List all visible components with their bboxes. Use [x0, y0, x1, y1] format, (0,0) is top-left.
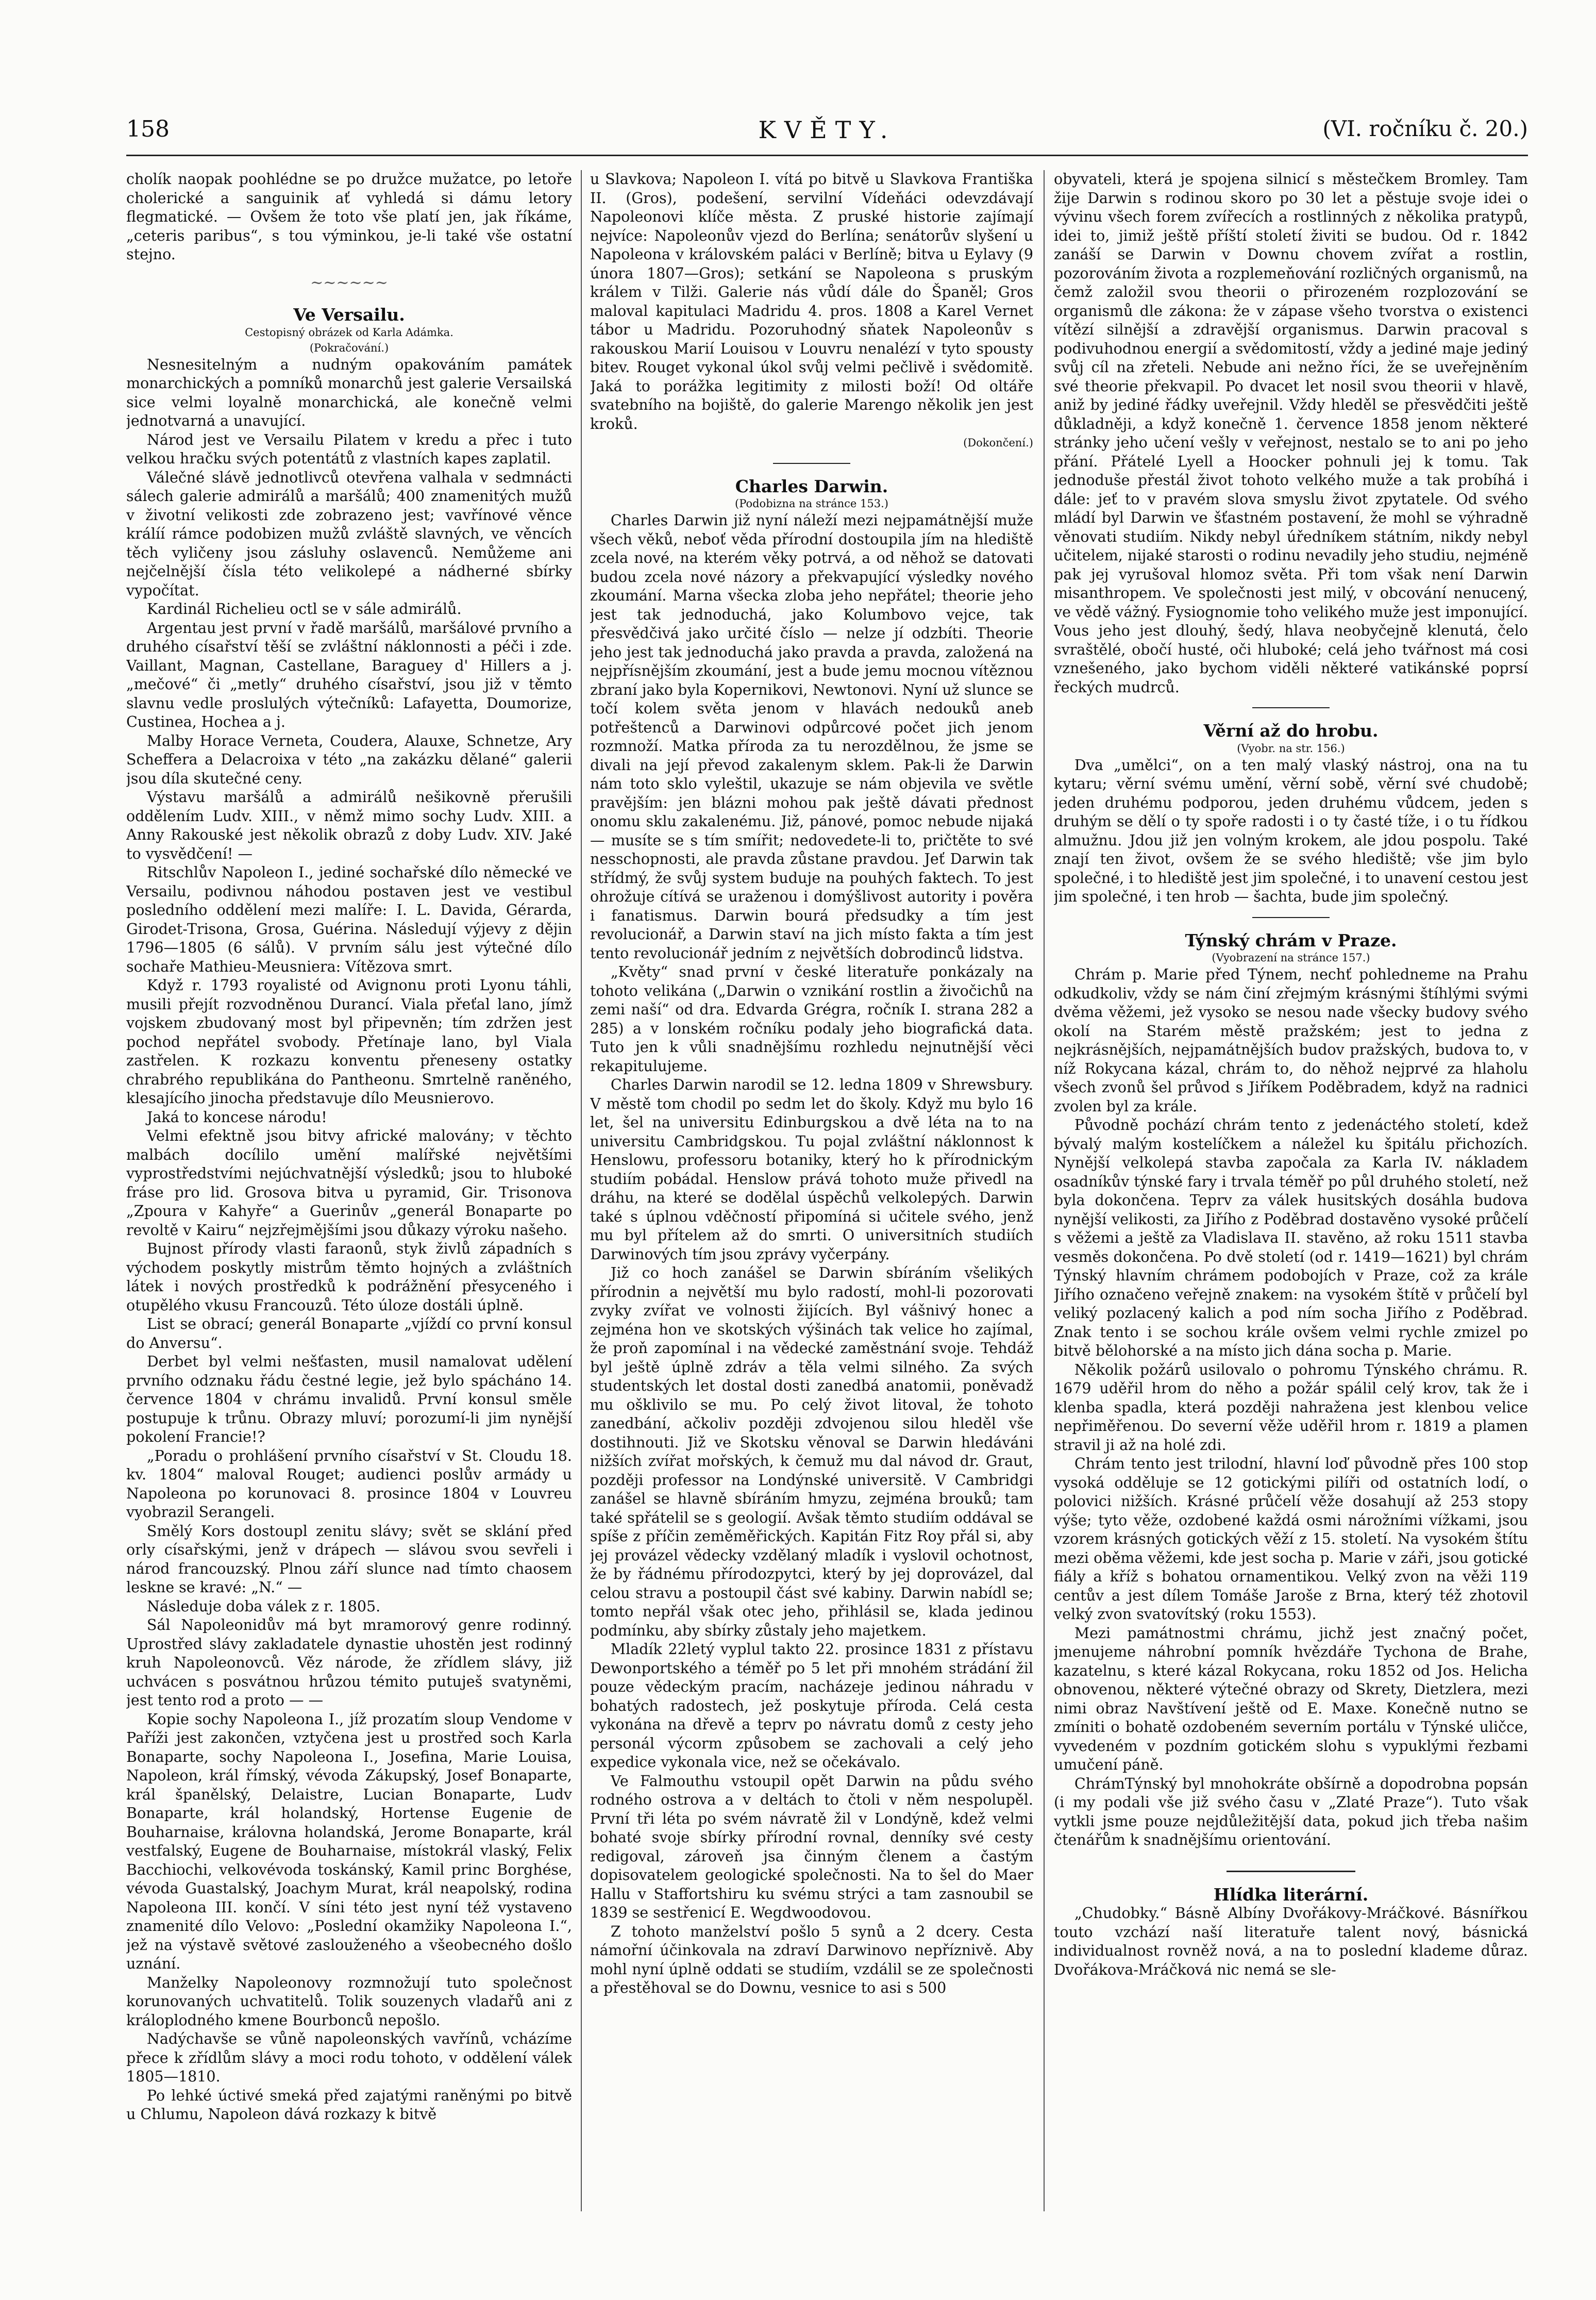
- page-number: 158: [126, 116, 170, 142]
- paragraph: Mladík 22letý vyplul takto 22. prosince 1831 z přístavu Dewonportského a téměř po 5 let při mnohém strádání žil pouze vědeckým pracím, nacházeje jedinou náhradu v bohatých radostech, jež poskytuje příroda. Celá cesta vykonána na dřevě a teprv po návratu domů z cesty jeho personál výcorm způsobem se zachovali a celý jeho expedice vykonala vice, než se očekávalo.: [590, 1641, 1033, 1771]
- literary-review-title: Hlídka literární.: [1213, 1884, 1369, 1905]
- paragraph: Mezi památnostmi chrámu, jichž jest značný počet, jmenujeme náhrobní pomník hvězdáře Tychona de Brahe, kazatelnu, s které kázal Rokycana, roku 1852 od Jos. Helicha obnovenou, některé výtečné obrazy od Skrety, Dietzlera, mezi nimi obraz Navštívení ještě od E. Maxe. Konečně nutno se zmíniti o bohatě ozdobeném severním portálu v Týnské uličce, vyvedeném v pozdním gotickém slohu s vypuklými řezbami umučení páně.: [1054, 1624, 1528, 1773]
- paragraph: Ve Falmouthu vstoupil opět Darwin na půdu svého rodného ostrova a v deltách to čtoli v něm nespolupěl. První tři léta po svém návratě žil v Londýně, kdež velmi bohaté svoje sbírky přírodní rovnal, denníky své cesty redigoval, zároveň jsa činným členem a častým dopisovatelem geologické společnosti. Na to šel do Maer Hallu v Staffortshiru ku svému strýci a tam zasnoubil se 1839 se sestřenicí E. Wegdwoodovou.: [590, 1772, 1033, 1921]
- paragraph: „Poradu o prohlášení prvního císařství v St. Cloudu 18. kv. 1804“ maloval Rouget; audienci poslův armády u Napoleona po korunovaci 8. prosince 1804 v Louvreu vyobrazil Serangeli.: [126, 1447, 572, 1521]
- paragraph: Chrám tento jest trilodní, hlavní loď původně přes 100 stop vysoká odděluje se 12 gotickými pilíři od ostatních lodí, o polovici nižších. Krásné průčelí věže dosahují až 253 stopy výše; tyto věže, ozdobené každá osmi nárožními vížkami, jsou vzorem krásných gotických věží z 15. století. Na vysokém štítu mezi oběma věžemi, kde jest socha p. Marie v záři, jsou gotické fiály a kříž s bohatou ornamentikou. Velký zvon na věži 119 centův a jest dílem Tomáše Jaroše z Brna, který též zhotovil velký zvon svatovítský (roku 1553).: [1054, 1455, 1528, 1623]
- paragraph: Bujnost přírody vlasti faraonů, styk živlů západních s východem poskytly mistrům těmto hojných a zvláštních látek i nových prostředků k podrážnění přesyceného i otupělého vkusu Francouzů. Této úloze dostáli úplně.: [126, 1240, 572, 1314]
- header-rule: [126, 155, 1528, 156]
- poem-subtitle: (Vyobr. na str. 156.): [1237, 742, 1345, 755]
- section-rule: [1252, 707, 1330, 708]
- paragraph: Válečné slávě jednotlivců otevřena valhala v sedmnácti sálech galerie admirálů a maršálů; 400 znamenitých mužů v životní velikosti zde zobrazeno jest; vavřínové věnce králíí rámce podobizen mužů zvláště slavných, ve věncích těch vyličeny jsou zásluhy oslavenců. Nemůžeme ani nejčelnější čísla této velikolepé a nádherné sbírky vypočítat.: [126, 469, 572, 599]
- paragraph: List se obrací; generál Bonaparte „vjíždí co první konsul do Anversu“.: [126, 1315, 572, 1352]
- paragraph: Argentau jest první v řadě maršálů, maršálové prvního a druhého císařství těší se zvláštní náklonnosti a péči i zde. Vaillant, Magnan, Castellane, Baraguey d' Hillers a j. „mečové“ či „metly“ druhého císařství, jsou již v těmto slavnu vedle proslulých výtečníků: Lafayetta, Doumorize, Custinea, Hochea a j.: [126, 619, 572, 730]
- church-title: Týnský chrám v Praze.: [1185, 930, 1397, 951]
- darwin-subtitle: (Podobizna na stránce 153.): [735, 497, 888, 510]
- paragraph: Malby Horace Verneta, Coudera, Alauxe, Schnetze, Ary Scheffera a Delacroixa v této „na zakázku dělané“ galerii jsou díla skutečné ceny.: [126, 732, 572, 787]
- paragraph: Sál Napoleonidův má byt mramorový genre rodinný. Uprostřed slávy zakladatele dynastie uhostěn jest rodinný kruh Napoleonovců. Věz národe, že zřídlem slávy, již uchvácen s posvátnou hrůzou témito putuješ svatyněmi, jest tento rod a proto — —: [126, 1616, 572, 1709]
- paragraph: Charles Darwin již nyní náleží mezi nejpamátnější muže všech věků, neboť věda přírodní dostoupila jím na hlediště zcela nové, na kterém věky potrvá, a od něhož se datovati budou zcela nové názory a překvapující výsledky nového zkoumání. Marna všecka zloba jeho nepřátel; theorie jeho jest tak jednoduchá, jako Kolumbovo vejce, tak přesvědčivá jako určité číslo — nelze jí odzbíti. Theorie jeho jest tak jednoduchá jako pravda a pravda, založená na nejpřísnějším zkoumání, jest a bude jemu mocnou vítěznou zbraní jako byla Kopernikovi, Newtonovi. Nyní už slunce se točí kolem světa jenom v hlavách nedouků aneb potřeštenců a Darwinovi odpůrcové počet jich jenom rozmnoží. Matka příroda za tu nerozdělnou, že jsme se divali na její převod zakalenym sklem. Pak-li že Darwin nám toto sklo vyleštil, ukazuje se nám objevila ve světle pravějším: jen blázni mohou pak ještě dávati přednost onomu sklu zakalenému. Již, pánové, pomoc nebude nijaká — musíte se s tím smířit; nedovedete-li to, pričtěte to své nesschopnosti, ale pravda zůstane pravdou. Jeť Darwin tak střídmý, že svůj system buduje na pouhých faktech. To jest ohrožuje cítívá se uraženou i domýšlivost autority i pověra i fanatismus. Darwin bourá předsudky a tím jest revolucionář, a Darwin staví na jich místo fakta a tím jest tento revolucionář jedním z největších dobrodinců lidstva.: [590, 512, 1033, 962]
- paragraph: Když r. 1793 royalisté od Avignonu proti Lyonu táhli, musili přejít rozvodněnou Durancí. Viala přeťal lano, jímž vojskem zbudovaný most byl připevněn; tím zdržen jest pochod nepřátel svobody. Přetínaje lano, byl Viala zastřelen. K rozkazu konventu přeneseny ostatky chrabrého republikána do Pantheonu. Smrtelně raněného, klesajícího jinocha představuje dílo Meusnierovo.: [126, 977, 572, 1107]
- darwin-title: Charles Darwin.: [735, 476, 888, 496]
- paragraph: u Slavkova; Napoleon I. vítá po bitvě u Slavkova Františka II. (Gros), podešení, servilní Vídeňáci odevzdávají Napoleonovi klíče města. Z pruské historie zajímají nejvíce: Napoleonův vjezd do Berlína; senátorův slyšení u Napoleona v královském paláci v Berlíně; bitva u Eylavy (9 února 1807—Gros); setkání se Napoleona s pruským králem v Tilži. Galerie nás vůdí dále do Španěl; Gros maloval kapitulaci Madridu 4. pros. 1808 a Karel Vernet tábor u Madridu. Pozoruhodný sňatek Napoleonův s rakouskou Marií Louisou v Louvru nenalézí v tyto spousty bitev. Rouget vykonal úkol svůj velmi pečlivě i svědomitě. Jaká to porážka legitimity z milosti boží! Od oltáře svatebního na bojiště, do galerie Marengo několik jen jest kroků.: [590, 171, 1033, 432]
- paragraph: Dva „umělci“, on a ten malý vlaský nástroj, ona na tu kytaru; věrní svému umění, věrní sobě, věrní své chudobě; jeden druhému podporou, jeden druhému vůdcem, jeden s druhým se dělí o ty spoře radosti i o ty časté tíže, i o tu řídkou almužnu. Jdou již jen volným krokem, ale jdou pospolu. Také znají ten život, ovšem že se svého hlediště; vše jim bylo společné, i to hlediště jest jim společné, i to unavení cestou jest jim společné, i ten hrob — šachta, bude jim společný.: [1054, 756, 1528, 905]
- paragraph: Výstavu maršálů a admirálů nešikovně přerušili oddělením Ludv. XIII., v němž mimo sochy Ludv. XIII. a Anny Rakouské jest několik obrazů z doby Ludv. XIV. Jaké to vysvědčení! —: [126, 789, 572, 862]
- paragraph: obyvateli, která je spojena silnicí s městečkem Bromley. Tam žije Darwin s rodinou skoro po 30 let a pěstuje svoje idei o vývinu všech forem zvířecích a rostlinných z několika pratypů, idei to, jimiž ještě příští století živiti se budou. Od r. 1842 zanáší se Darwin v Downu chovem zvířat a rostlin, pozorováním života a rozplemeňování rozličných organismů, na čemž založil svou theorii o přirozeném rozplozování se organismů dle zákona: že v zápase všeho tvorstva o existenci vítězí silnější a zdravější organismus. Darwin pracoval s podivuhodnou energií a svědomitostí, vždy a jediné maje jediný svůj cíl na zřeteli. Nebude ani nežno říci, že se uveřejněním své theorie překvapil. Po dvacet let nosil svou theorii v hlavě, aniž by jediné řádky uveřejnil. Vždy hleděl se přesvědčiti ještě důkladněji, a když konečně 1. července 1858 jenom některé stránky jeho učení vešly v veřejnost, nestalo se to ani po jeho přání. Přátelé Lyell a Hoocker pohnuli jej k tomu. Tak jednoduše přestál život tohoto velkého muže a tak probíhá i dále: jeť to v pravém slova smyslu život zpytatele. Od svého mládí byl Darwin ve šťastném postavení, že mohl se výhradně věnovati studiím. Nikdy nebyl úředníkem státním, nikdy nebyl učitelem, nijaké starosti o rodinu nevadily jeho studiu, nejméně pak jej vyrušoval hlomoz světa. Při tom však není Darwin misanthropem. Ve společnosti jest milý, v obcování nenucený, ve vědě vážný. Fysiognomie toho velikého muže jest imponující. Vous jeho jest dlouhý, šedý, hlava neobyčejně klenutá, čelo svraštělé, obočí husté, oči hluboké; celá jeho tvářnost má cosi vznešeného, jako bychom viděli některé vatikánské poprsí řeckých mudrců.: [1054, 171, 1528, 696]
- paragraph: Původně pochází chrám tento z jedenáctého století, kdež bývalý malým kostelíčkem a náležel ku špitálu přichozích. Nynější velkolepá stavba započala za Karla IV. nákladem osadníkův týnské fary i trvala téměř po půl druhého století, než byla dokončena. Teprv za válek husitských dosáhla budova nynější velikosti, za Jiřího z Poděbrad dostavěno vysoké průčelí s věžemi a ještě za Vladislava II. stavěno, až roku 1511 stavba vesměs dokončena. Po dvě století (od r. 1419—1621) byl chrám Týnský hlavním chrámem podobojích v Praze, což za krále Jiřího označeno veřejně znakem: na vysokém štítě v průčelí byl veliký pozlacený kalich a pod ním socha Jiřího z Poděbrad. Znak tento i se sochou krále ovšem velmi rychle zmizel po bitvě bělohorské a na místo jich dána socha p. Marie.: [1054, 1116, 1528, 1359]
- paragraph: Kopie sochy Napoleona I., jíž prozatím sloup Vendome v Paříži jest zakončen, vztyčena jest u prostřed soch Karla Bonaparte, sochy Napoleona I., Josefina, Marie Louisa, Napoleon, král římský, vévoda Zákupský, Josef Bonaparte, král španělský, Delaistre, Lucian Bonaparte, Ludv Bonaparte, král holandský, Hortense Eugenie de Bouharnaise, královna holandská, Jerome Bonaparte, král vestfalský, Eugene de Bouharnaise, místokrál vlaský, Felix Bacchiochi, velkovévoda toskánský, Kamil princ Borghése, vévoda Guastalský, Joachym Murat, král neapolský, rodina Napoleona III. končí. V síni této jest nyní též vystaveno znamenité dílo Velovo: „Poslední okamžiky Napoleona I.“, jež na výstavě světové zaslouženého a všeobecného došlo uznání.: [126, 1710, 572, 1972]
- volume-label: (VI. ročníku č. 20.): [1322, 116, 1528, 141]
- paragraph: „Chudobky.“ Básně Albíny Dvořákovy-Mráčkové. Básnířkou touto vzchází naší literatuře talent nový, básnická individualnost rovněž nová, a na to poslední klademe důraz. Dvořákova-Mráčková nic nemá se sle-: [1054, 1905, 1528, 1978]
- column-1: [126, 170, 572, 2211]
- continued-note: (Pokračování.): [309, 341, 389, 354]
- column-2: [590, 170, 1033, 2211]
- poem-title: Věrní až do hrobu.: [1203, 721, 1379, 741]
- section-rule: [1227, 1871, 1355, 1872]
- intro-paragraph: cholík naopak poohlédne se po družce mužatce, po letoře cholerické a sanguinik ať vyhledá si dámu letory flegmatické. — Ovšem že toto vše platí jen, jak říkáme, „ceteris paribus“, s tou výminkou, je-li také vše ostatní stejno.: [126, 171, 572, 263]
- article-subtitle: Cestopisný obrázek od Karla Adámka.: [245, 326, 453, 339]
- paragraph: Národ jest ve Versailu Pilatem v kredu a přec i tuto velkou hračku svých potentátů z vlastních kapes zaplatil.: [126, 431, 572, 467]
- paragraph: Již co hoch zanášel se Darwin sbíráním všelikých přírodnin a největší mu bylo radostí, mohl-li pozorovati zvyky zvířat ve volnosti žijících. Byl vášnivý honec a zejména hon ve skotských výšinách tak velice ho zajímal, že proň zapomínal i na vědecké zaměstnání svoje. Tehdáž byl ještě úplně zdráv a těla velmi silného. Za svých studentských let dostal dosti zanedbá anatomii, poněvadž mu ošklivilo se mu. Po celý život litoval, že tohoto zanedbání, ačkoliv později zdvojenou silou hleděl vše dostihnouti. Již ve Skotsku věnoval se Darwin hledáváni nižších zvířat mořských, k čemuž mu dal návod dr. Graut, později professor na Londýnské universitě. V Cambridgi zanášel se hlavně sbíráním hmyzu, zejména brouků; tam také spřátelil se s geologií. Avšak těmto studiím oddával se spíše z příčin zeměměřických. Kapitán Fitz Roy přál si, aby jej provázel vědecky vzdělaný mladík i vyslovil ochotnost, že by řádnému přírodozpytci, který by jej doprovázel, dal celou stravu a postoupil část své kabiny. Darwin nabídl se; tomto nepřál však otec jeho, přihlásil se, klada jedinou podmínku, aby sbírky zůstaly jeho majetkem.: [590, 1264, 1033, 1639]
- section-rule: [1252, 917, 1330, 918]
- paragraph: Chrám p. Marie před Týnem, nechť pohledneme na Prahu odkudkoliv, vždy se nám činí zřejmým krásnými štíhlými svými dvěma věžemi, jež vysoko se nesou nade všecky budovy svého okolí na Starém městě pražském; jest to jedna z nejkrásnějších, nejpamátnějších budov pražských, budova to, v níž Rokycana kázal, chrám to, do něhož nejprvé za hlaholu všech zvonů šel průvod s Jiříkem Poděbradem, když na radnici zvolen byl za krále.: [1054, 966, 1528, 1115]
- paragraph: Nesnesitelným a nudným opakováním památek monarchických a pomníků monarchů jest galerie Versailská sice velmi loyalně monarchická, ale konečně velmi jednotvarná a unavující.: [126, 356, 572, 429]
- column-divider: [1044, 170, 1045, 2211]
- paragraph: Z tohoto manželství pošlo 5 synů a 2 dcery. Cesta námořní účinkovala na zdraví Darwinovo nepříznivě. Aby mohl nyní úplně oddati se studiím, vzdálil se ze společnosti a přestěhoval se do Downu, vesnice to asi s 500: [590, 1923, 1033, 1996]
- paragraph: „Květy“ snad první v české literatuře ponkázaly na tohoto velikána („Darwin o vznikání rostlin a živočichů na zemi naší“ od dra. Edvarda Grégra, ročník I. strana 282 a 285) a v lonském ročníku podaly jeho biografická data. Tuto jen k vůli snadnějšímu rozhledu nejnutnější věci rekapitulujeme.: [590, 963, 1033, 1075]
- paragraph: Několik požárů usilovalo o pohromu Týnského chrámu. R. 1679 uděřil hrom do něho a požár spálil celý krov, tak že i klenba spadla, která později nahražena jest klenbou velice nepřiměřenou. Do severní věže uděřil hrom r. 1819 a plamen stravil ji až na holé zdi.: [1054, 1361, 1528, 1454]
- journal-title: KVĚTY.: [758, 116, 896, 144]
- article-title: Ve Versailu.: [293, 305, 405, 325]
- paragraph: Následuje doba válek z r. 1805.: [146, 1597, 381, 1615]
- paragraph: Kardinál Richelieu octl se v sále admirálů.: [146, 601, 462, 618]
- section-rule: [773, 463, 850, 464]
- page-header: [126, 116, 1528, 152]
- paragraph: Jaká to koncese národu!: [146, 1108, 327, 1126]
- paragraph: Po lehké úctivé smeká před zajatými raněnými po bitvě u Chlumu, Napoleon dává rozkazy k bitvě: [126, 2087, 572, 2123]
- paragraph: Ritschlův Napoleon I., jediné sochařské dílo německé ve Versailu, podivnou náhodou postaven jest ve vestibul posledního oddělení mezi malíře: I. L. Davida, Gérarda, Girodet-Trisona, Grosa, Guérina. Následují výjevy z dějin 1796—1805 (6 sálů). V prvním sálu jest výtečné dílo sochaře Mathieu-Meusniera: Vítězova smrt.: [126, 864, 572, 975]
- section-divider: ~~~~~~: [310, 273, 388, 292]
- paragraph: Charles Darwin narodil se 12. ledna 1809 v Shrewsbury. V městě tom chodil po sedm let do školy. Když mu bylo 16 let, šel na universitu Edinburgskou a dvě léta na to na universitu Cambridgskou. Tu pojal zvláštní náklonnost k Henslowu, professoru botaniky, který ho k přírodnickým studiím pobádal. Henslow prává tohoto muže přivedl na dráhu, na které se dodělal úspěchů velkolepých. Darwin také s úplnou vděčností připomíná si učitele svého, jenž mu byl přítelem až do smrti. O universitních studiích Darwinových tím jsou zprávy vyčerpány.: [590, 1076, 1033, 1263]
- paragraph: Smělý Kors dostoupl zenitu slávy; svět se sklání před orly císařskými, jenž v drápech — slávou svou sevřeli i národ francouzský. Plnou září slunce nad tímto chaosem leskne se kravé: „N.“ —: [126, 1522, 572, 1596]
- paragraph: Velmi efektně jsou bitvy africké malovány; v těchto malbách docílilo umění malířské největšími vyprostředstvími nejúchvatnější výsledků; jsou to hluboké fráse pro lid. Grosova bitva u pyramid, Gir. Trisonova „Zpoura v Kahyře“ a Guerinův „generál Bonaparte po revoltě v Kairu“ nejzřejmějšími jsou důkazy výroku našeho.: [126, 1127, 572, 1239]
- column-divider: [581, 170, 582, 2211]
- column-3: [1054, 170, 1528, 2211]
- paragraph: Derbet byl velmi nešťasten, musil namalovat udělení prvního odznaku řádu čestné legie, jež bylo spácháno 14. července 1804 v chrámu invalidů. První konsul směle postupuje k trůnu. Obrazy mluví; porozumí-li jim nynější pokolení Francie!?: [126, 1353, 572, 1445]
- church-subtitle: (Vyobrazení na stránce 157.): [1212, 952, 1370, 964]
- paragraph: Manželky Napoleonovy rozmnožují tuto společnost korunovaných uchvatitelů. Tolik souzenych vladařů ani z králoplodného kmene Bourbonců nepošlo.: [126, 1974, 572, 2029]
- paragraph: ChrámTýnský byl mnohokráte obšírně a dopodrobna popsán (i my podali vše již svého času v „Zlaté Praze“). Tuto však vytkli jsme pouze nejdůležitější data, pokud jich třeba našim čtenářům k snadnějšímu orientování.: [1054, 1775, 1528, 1848]
- end-note: (Dokončení.): [963, 437, 1033, 449]
- paragraph: Nadýchavše se vůně napoleonských vavřínů, vcházíme přece k zřídlům slávy a moci rodu tohoto, v oddělení válek 1805—1810.: [126, 2030, 572, 2085]
